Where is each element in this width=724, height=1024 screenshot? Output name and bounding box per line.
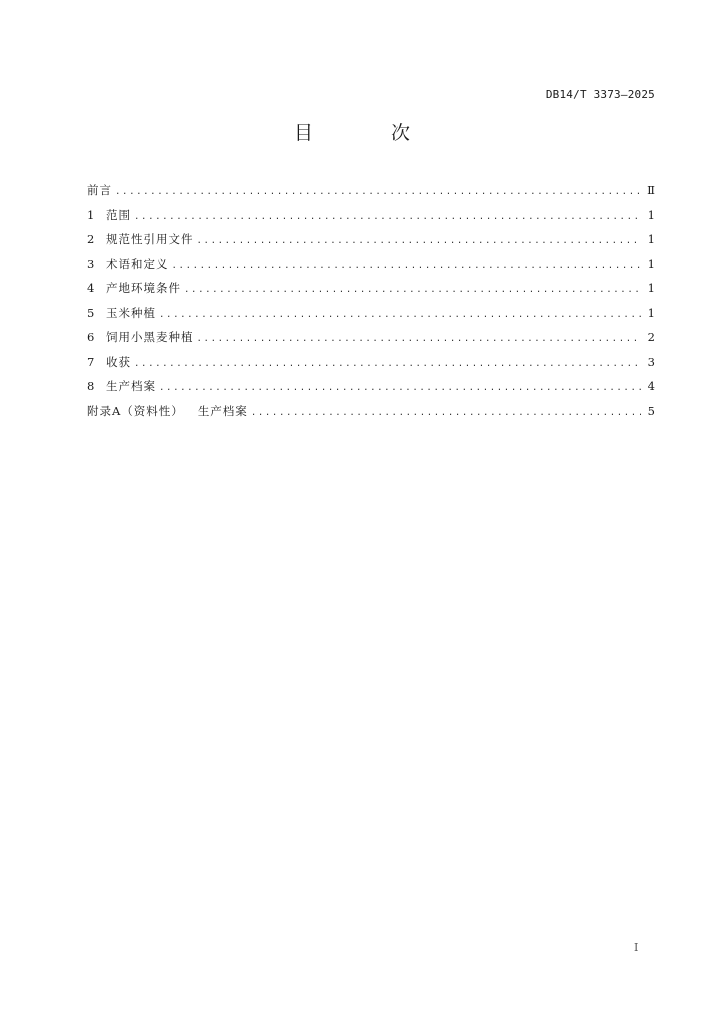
toc-entry-label: 收获: [106, 354, 131, 369]
toc-entry-page: 4: [647, 379, 655, 393]
toc-leader-dots: [184, 282, 641, 298]
toc-entry-page: 2: [647, 330, 655, 344]
toc-leader-dots: [172, 258, 642, 274]
toc-entry-page: 3: [647, 354, 655, 369]
toc-leader-dots: [197, 331, 642, 347]
toc-leader-dots: [134, 209, 641, 225]
toc-entry-sublabel: 生产档案: [197, 403, 248, 418]
toc-entry-number: 4: [87, 281, 95, 295]
toc-entry-label: 范围: [106, 207, 131, 222]
toc-leader-dots: [159, 380, 641, 396]
toc-entry-corn-planting[interactable]: [87, 305, 655, 330]
toc-entry-harvest[interactable]: [87, 354, 655, 379]
toc-entry-label: 术语和定义: [106, 256, 169, 271]
toc-leader-dots: [115, 184, 641, 200]
toc-entry-label: 生产档案: [106, 379, 156, 393]
toc-entry-page: 5: [647, 403, 655, 418]
toc-entry-label: 附录A（资料性）: [87, 403, 184, 418]
toc-entry-label: 饲用小黑麦种植: [106, 330, 194, 344]
toc-entry-scope[interactable]: [87, 207, 655, 232]
toc-entry-foreword[interactable]: [87, 182, 655, 207]
toc-entry-page: Ⅱ: [647, 183, 655, 197]
toc-entry-environment[interactable]: [87, 280, 655, 305]
toc-entry-page: 1: [647, 305, 655, 320]
toc-entry-label: 规范性引用文件: [106, 232, 194, 246]
toc-entry-page: 1: [647, 207, 655, 222]
toc-entry-label: 前言: [87, 183, 112, 197]
toc-entry-number: 1: [87, 207, 95, 222]
table-of-contents: [87, 182, 655, 427]
toc-leader-dots: [251, 405, 641, 421]
toc-leader-dots: [159, 307, 641, 323]
toc-entry-production-records[interactable]: [87, 378, 655, 403]
toc-entry-label: 产地环境条件: [106, 281, 181, 295]
toc-entry-terms-definitions[interactable]: [87, 256, 655, 281]
page-title: 目 次: [293, 122, 447, 144]
toc-entry-number: 2: [87, 232, 95, 246]
toc-entry-appendix-a[interactable]: [87, 403, 655, 428]
toc-entry-page: 1: [647, 281, 655, 295]
toc-entry-page: 1: [647, 256, 655, 271]
toc-leader-dots: [197, 233, 642, 249]
toc-entry-number: 8: [87, 379, 95, 393]
page-number: I: [634, 941, 639, 954]
toc-entry-number: 5: [87, 305, 95, 320]
toc-leader-dots: [134, 356, 641, 372]
toc-entry-page: 1: [647, 232, 655, 246]
toc-entry-normative-references[interactable]: [87, 231, 655, 256]
toc-entry-triticale-planting[interactable]: [87, 329, 655, 354]
document-code: DB14/T 3373—2025: [545, 88, 655, 101]
toc-entry-number: 7: [87, 354, 95, 369]
toc-entry-number: 6: [87, 330, 95, 344]
toc-entry-label: 玉米种植: [106, 305, 156, 320]
toc-entry-number: 3: [87, 256, 95, 271]
